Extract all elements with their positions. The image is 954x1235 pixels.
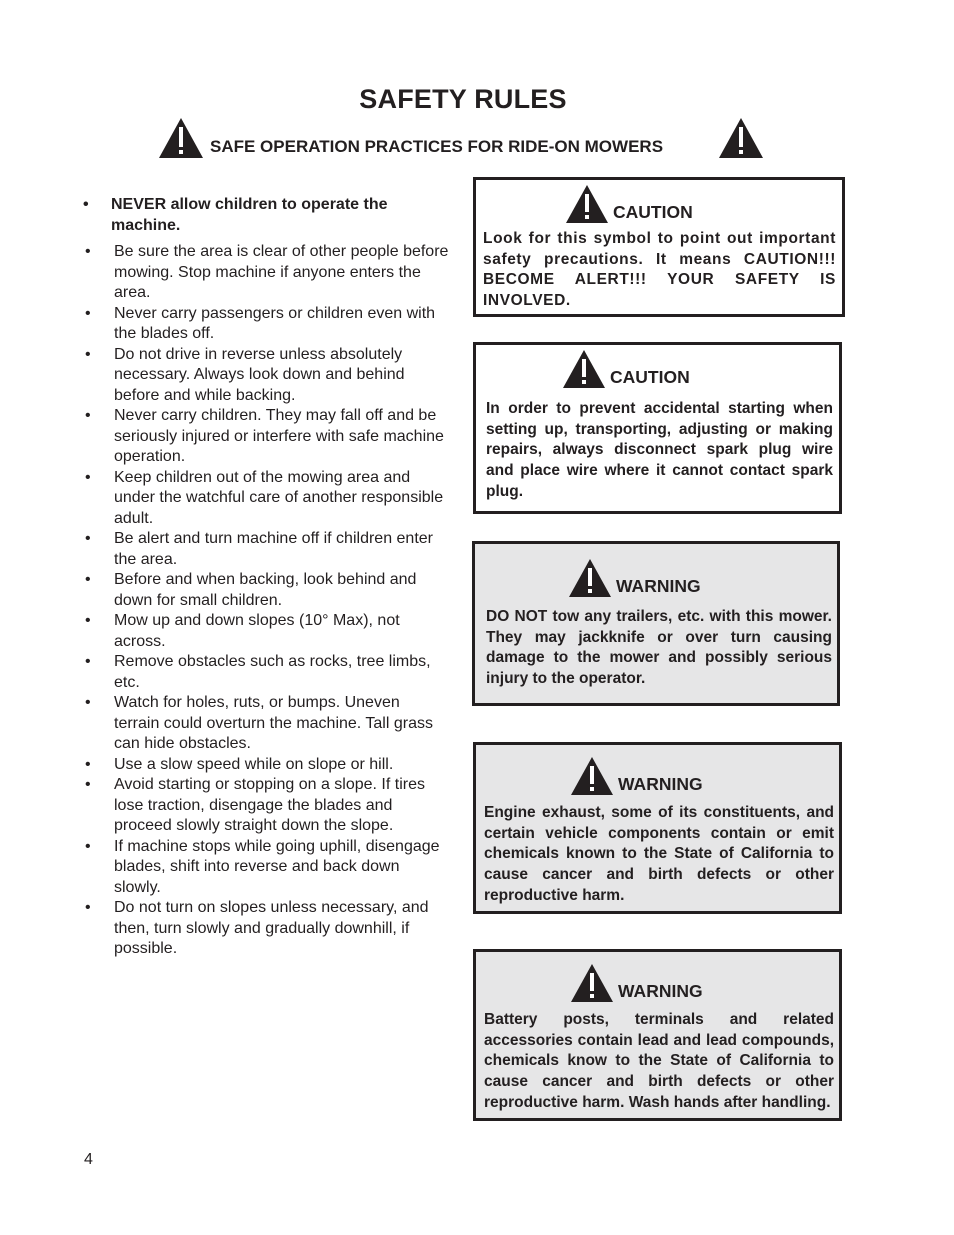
bullet-icon: • [85, 899, 91, 916]
rule-text: Keep children out of the mowing area and under the watchful care of another responsible adult. [114, 468, 444, 527]
notice-text: In order to prevent accidental starting when setting up, transporting, adjusting or making repairs, always disconnect spark plug wire and place wire where it cannot contact spark plug. [486, 400, 833, 500]
notice-text: Engine exhaust, some of its constituents, and certain vehicle components contain or emit chemicals known to the State of California to cause cancer and birth defects or other reproductive harm. [484, 804, 834, 904]
rule-text: Mow up and down slopes (10° Max), not across. [114, 612, 400, 650]
notice-label: WARNING [618, 981, 703, 1001]
rule-text: Remove obstacles such as rocks, tree limbs, etc. [114, 653, 431, 691]
bullet-icon: • [85, 345, 91, 363]
notice-text: DO NOT tow any trailers, etc. with this mower. They may jackknife or over turn causing damage to the mower and possibly serious injury to the operator. [486, 608, 832, 688]
list-item [83, 468, 449, 530]
list-item [83, 304, 449, 345]
rule-text: Be sure the area is clear of other people before mowing. Stop machine if anyone enters the area. [114, 243, 449, 301]
notice-label: WARNING [618, 774, 703, 794]
bullet-icon: • [83, 196, 89, 213]
list-item [83, 529, 449, 570]
list-item [83, 242, 449, 304]
subtitle-row [158, 117, 764, 161]
notice-text: Look for this symbol to point out important safety precautions. It means CAUTION!!! BECOME ALERT!!! YOUR SAFETY IS INVOLVED. [483, 230, 836, 310]
warning-box-battery [473, 949, 842, 1121]
rule-text: If machine stops while going uphill, disengage blades, shift into reverse and back down slowly. [114, 837, 440, 896]
rule-text: Never carry passengers or children even with the blades off. [114, 304, 436, 342]
warning-triangle-icon [562, 349, 606, 389]
list-item [83, 611, 449, 652]
list-item [83, 898, 449, 960]
bullet-icon: • [85, 530, 91, 547]
bullet-icon: • [85, 694, 91, 711]
warning-triangle-icon [158, 117, 204, 159]
list-item [83, 406, 449, 468]
warning-triangle-icon [565, 184, 609, 224]
rule-text: NEVER allow children to operate the machine. [111, 196, 388, 234]
warning-triangle-icon [718, 117, 764, 159]
warning-triangle-icon [568, 558, 612, 598]
notice-label: CAUTION [613, 202, 693, 222]
rule-text: Be alert and turn machine off if children enter the area. [114, 530, 433, 568]
page-title: SAFETY RULES [359, 84, 567, 114]
bullet-icon: • [85, 468, 91, 486]
rule-text: Use a slow speed while on slope or hill. [114, 755, 394, 773]
bullet-icon: • [85, 776, 91, 793]
list-item [83, 345, 449, 407]
rule-text: Do not drive in reverse unless absolutely necessary. Always look down and behind before and while backing. [114, 345, 405, 404]
warning-box-trailers [472, 541, 840, 706]
bullet-icon: • [85, 304, 91, 322]
warning-triangle-icon [570, 963, 614, 1003]
list-item [83, 570, 449, 611]
rule-text: Before and when backing, look behind and down for small children. [114, 571, 417, 609]
list-item [83, 775, 449, 837]
bullet-icon: • [85, 571, 91, 588]
list-item [83, 837, 449, 899]
rule-text: Do not turn on slopes unless necessary, and then, turn slowly and gradually downhill, if possible. [114, 899, 429, 957]
list-item [83, 195, 449, 236]
page-number: 4 [84, 1151, 93, 1168]
warning-triangle-icon [570, 756, 614, 796]
bullet-icon: • [85, 755, 91, 773]
bullet-icon: • [85, 243, 91, 260]
bullet-icon: • [85, 653, 91, 670]
caution-box-spark-plug [473, 342, 842, 514]
rule-text: Watch for holes, ruts, or bumps. Uneven terrain could overturn the machine. Tall grass can hide obstacles. [114, 694, 433, 752]
list-item [83, 755, 449, 776]
rule-text: Avoid starting or stopping on a slope. If tires lose traction, disengage the blades and proceed slowly straight down the slope. [114, 776, 425, 834]
warning-box-exhaust [473, 742, 842, 914]
notice-text: Battery posts, terminals and related accessories contain lead and lead compounds, chemicals know to the State of California to cause cancer and birth defects or other reproductive harm. Wash hands after handling. [484, 1011, 834, 1111]
list-item [83, 652, 449, 693]
bullet-icon: • [85, 837, 91, 855]
notice-label: CAUTION [610, 367, 690, 387]
bullet-icon: • [85, 407, 91, 424]
safety-rules-list [83, 195, 449, 960]
caution-box-symbol [473, 177, 845, 317]
rule-text: Never carry children. They may fall off and be seriously injured or interfere with safe machine operation. [114, 407, 444, 465]
bullet-icon: • [85, 612, 91, 629]
notice-label: WARNING [616, 576, 701, 596]
section-subtitle: SAFE OPERATION PRACTICES FOR RIDE-ON MOWERS [210, 137, 664, 156]
list-item [83, 693, 449, 755]
